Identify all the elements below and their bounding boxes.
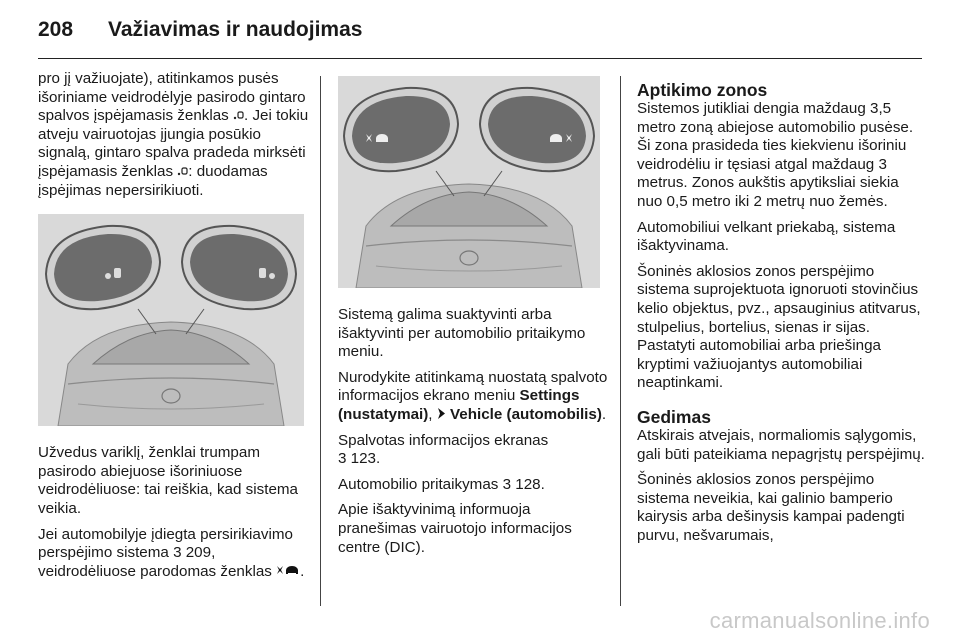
paragraph: Sistemą galima suaktyvinti arba išaktyvinti per automobilio pritaikymo meniu. xyxy=(338,306,586,361)
page-number: 208 xyxy=(38,18,74,41)
paragraph: Šoninės aklosios zonos perspėjimo sistema suprojektuota ignoruoti stovinčius kelio objektus, pvz., apsauginius atitvarus, stulpelius, bortelius, sienas ir sijas. Pastatyti automobiliai arba priešinga kryptimi važiuojantys automobiliai neaptinkami. xyxy=(637,262,921,392)
text: , xyxy=(428,405,437,423)
paragraph xyxy=(38,526,310,582)
page-reference: 3 123 xyxy=(338,450,377,468)
mirror-figure-2 xyxy=(338,76,600,288)
lane-change-warning-icon xyxy=(276,563,300,582)
paragraph: Atskirais atvejais, normaliomis sąlygomis, gali būti pateikiama nepagrįstų perspėjimų. xyxy=(637,426,925,463)
text: . xyxy=(601,405,607,423)
section-heading-fault: Gedimas xyxy=(637,406,711,427)
blind-spot-warning-icon xyxy=(177,163,188,182)
text: Automobilio pritaikymas xyxy=(338,475,503,493)
column-divider-1 xyxy=(320,76,321,606)
text: Nurodykite atitinkamą nuostatą spalvoto informacijos ekrano meniu xyxy=(338,368,608,405)
menu-vehicle-label: Vehicle (automobilis) xyxy=(449,405,602,423)
page-title: Važiavimas ir naudojimas xyxy=(108,18,363,41)
text: : duodamas įspėjimas nepersirikiuoti. xyxy=(38,162,268,199)
paragraph xyxy=(338,432,608,469)
menu-arrow-icon xyxy=(437,406,446,425)
watermark: carmanualsonline.info xyxy=(709,608,930,633)
column-divider-2 xyxy=(620,76,621,606)
section-heading-detection-zones: Aptikimo zonos xyxy=(637,80,768,100)
paragraph: Apie išaktyvinimą informuoja pranešimas vairuotojo informacijos centre (DIC). xyxy=(338,501,572,556)
text: , veidrodėliuose parodomas ženklas xyxy=(38,544,277,580)
page-header xyxy=(38,18,922,50)
text: . Jei tokiu atveju vairuotojas įjungia posūkio signalą, gintaro spalva pradeda mirksėti įspėjamasis ženklas xyxy=(38,107,309,180)
mirror-figure-1 xyxy=(38,214,304,426)
text: . xyxy=(540,475,545,493)
blind-spot-warning-icon xyxy=(233,107,244,126)
text: . xyxy=(376,450,381,468)
paragraph xyxy=(338,476,608,495)
text: Jei automobilyje įdiegta persirikiavimo perspėjimo sistema xyxy=(38,525,293,562)
column-1 xyxy=(38,70,310,588)
page-reference: 3 128 xyxy=(502,475,541,493)
paragraph: Automobiliui velkant priekabą, sistema išaktyvinama. xyxy=(637,218,896,255)
paragraph: Šoninės aklosios zonos perspėjimo sistema neveikia, kai galinio bamperio kairysis arba dešinysis kampai padengti purvu, nešvarumais, xyxy=(637,471,905,544)
text: . xyxy=(300,562,305,580)
header-rule xyxy=(38,58,922,59)
page-reference: 3 209 xyxy=(173,544,212,562)
column-3 xyxy=(637,80,927,552)
paragraph xyxy=(38,70,310,200)
text: Spalvotas informacijos ekranas xyxy=(338,431,549,449)
text: pro jį važiuojate), atitinkamos pusės išoriniame veidrodėlyje pasirodo gintaro spalvos įspėjamasis ženklas xyxy=(38,70,306,125)
column-2 xyxy=(338,70,608,564)
paragraph xyxy=(338,369,608,425)
paragraph: Užvedus variklį, ženklai trumpam pasirodo abiejuose išoriniuose veidrodėliuose: tai reiškia, kad sistema veikia. xyxy=(38,444,298,517)
paragraph: Sistemos jutikliai dengia maždaug 3,5 metro zoną abiejose automobilio pusėse. Ši zona prasideda ties kiekvienu išoriniu veidrodėliu ir tęsiasi atgal maždaug 3 metrus. Zonos aukštis apytiksliai siekia nuo 0,5 metro iki 2 metrų nuo žemės. xyxy=(637,100,914,210)
menu-settings-label: Settings (nustatymai) xyxy=(338,387,580,423)
